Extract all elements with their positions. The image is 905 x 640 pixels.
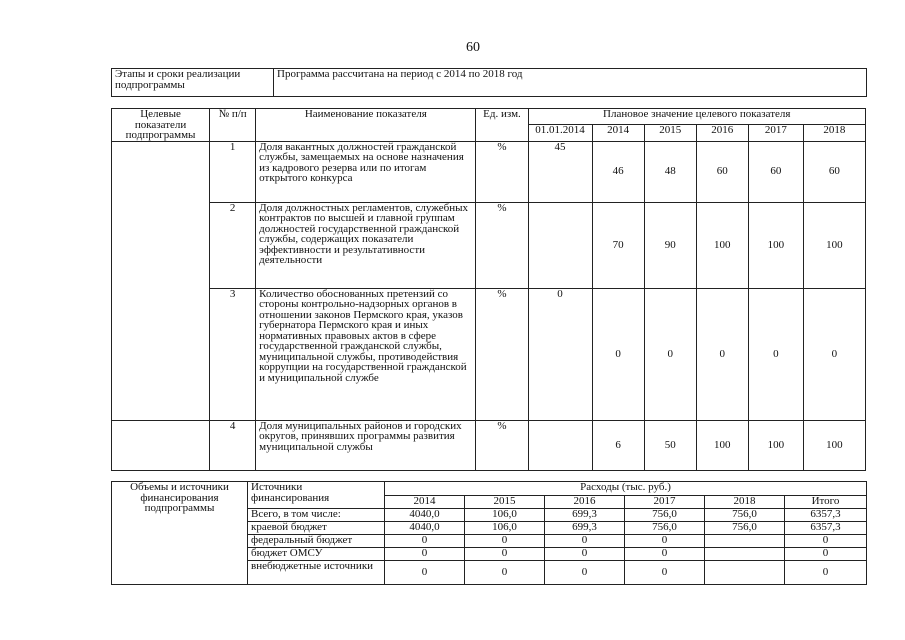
- unit-header: Ед. изм.: [476, 109, 528, 142]
- indicator-unit: %: [476, 141, 528, 202]
- year-header: 2017: [748, 125, 803, 141]
- fin-value: 106,0: [465, 509, 545, 522]
- indicator-name: Доля муниципальных районов и городских округов, принявших программы развития муниципальной службы: [256, 420, 476, 470]
- indicator-name: Доля должностных регламентов, служебных контрактов по высшей и главной группам должностей государственной гражданской службы, содержащих показатели эффективности и результативности деятельности: [256, 202, 476, 288]
- fin-value: 699,3: [545, 509, 625, 522]
- fin-value: 4040,0: [385, 522, 465, 535]
- indicator-value: 100: [696, 420, 748, 470]
- fin-value: 0: [545, 535, 625, 548]
- indicator-value: 60: [803, 141, 865, 202]
- fin-value: 0: [545, 561, 625, 585]
- financing-section-label: Объемы и источники финансирования подпрограммы: [112, 482, 248, 585]
- fin-year-header: 2018: [705, 496, 785, 509]
- indicator-value: 0: [696, 288, 748, 420]
- year-header: 2016: [696, 125, 748, 141]
- indicator-unit: %: [476, 288, 528, 420]
- indicator-value: 60: [748, 141, 803, 202]
- indicator-value: 48: [644, 141, 696, 202]
- section-blank: [112, 141, 210, 420]
- fin-value: 0: [785, 561, 867, 585]
- fin-value: 0: [385, 561, 465, 585]
- table-row: [112, 288, 866, 420]
- indicator-value: 60: [696, 141, 748, 202]
- indicator-value: 100: [748, 420, 803, 470]
- fin-value: 756,0: [625, 509, 705, 522]
- fin-year-header: 2016: [545, 496, 625, 509]
- indicator-value: 90: [644, 202, 696, 288]
- fin-year-header: 2014: [385, 496, 465, 509]
- indicator-value: 0: [748, 288, 803, 420]
- fin-value: 0: [785, 535, 867, 548]
- fin-value: 106,0: [465, 522, 545, 535]
- stages-value: Программа рассчитана на период с 2014 по 2018 год: [274, 69, 867, 97]
- fin-value: 0: [385, 548, 465, 561]
- indicator-value: 100: [748, 202, 803, 288]
- table-row: [112, 141, 866, 202]
- indicator-value: 6: [592, 420, 644, 470]
- indicator-value: 50: [644, 420, 696, 470]
- indicator-name: Доля вакантных должностей гражданской службы, замещаемых на основе назначения из кадрового резерва или по итогам открытого конкурса: [256, 141, 476, 202]
- fin-value: 6357,3: [785, 509, 867, 522]
- indicators-table: [111, 108, 866, 471]
- indicator-base: 45: [528, 141, 592, 202]
- fin-value: 4040,0: [385, 509, 465, 522]
- fin-value: 0: [625, 535, 705, 548]
- year-header: 2015: [644, 125, 696, 141]
- row-num: 4: [210, 420, 256, 470]
- fin-value: 0: [545, 548, 625, 561]
- indicator-base: [528, 420, 592, 470]
- financing-table: [111, 481, 867, 585]
- fin-value: 6357,3: [785, 522, 867, 535]
- fin-source: федеральный бюджет: [248, 535, 385, 548]
- expenses-header: Расходы (тыс. руб.): [385, 482, 867, 496]
- fin-value: 0: [465, 548, 545, 561]
- indicator-value: 0: [803, 288, 865, 420]
- indicator-value: 100: [803, 202, 865, 288]
- fin-year-header: 2017: [625, 496, 705, 509]
- indicator-unit: %: [476, 420, 528, 470]
- fin-source: внебюджетные источники: [248, 561, 385, 585]
- fin-value: [705, 548, 785, 561]
- indicator-value: 70: [592, 202, 644, 288]
- fin-value: 0: [785, 548, 867, 561]
- indicator-value: 100: [696, 202, 748, 288]
- stages-table: [111, 68, 867, 97]
- indicator-value: 46: [592, 141, 644, 202]
- year-header: 01.01.2014: [528, 125, 592, 141]
- fin-source: краевой бюджет: [248, 522, 385, 535]
- year-header: 2014: [592, 125, 644, 141]
- planned-header: Плановое значение целевого показателя: [528, 109, 865, 125]
- indicator-base: 0: [528, 288, 592, 420]
- fin-value: 756,0: [705, 522, 785, 535]
- row-num: 1: [210, 141, 256, 202]
- indicator-unit: %: [476, 202, 528, 288]
- fin-year-header: 2015: [465, 496, 545, 509]
- table-row: [112, 420, 866, 470]
- page-number: 60: [466, 40, 480, 55]
- fin-year-header: Итого: [785, 496, 867, 509]
- indicator-value: 100: [803, 420, 865, 470]
- stages-label: Этапы и сроки реализации подпрограммы: [112, 69, 274, 97]
- fin-value: 756,0: [705, 509, 785, 522]
- fin-value: 0: [385, 535, 465, 548]
- fin-value: 699,3: [545, 522, 625, 535]
- fin-value: 0: [465, 561, 545, 585]
- table-row: [112, 202, 866, 288]
- indicator-value: 0: [644, 288, 696, 420]
- fin-value: [705, 535, 785, 548]
- fin-value: [705, 561, 785, 585]
- indicator-base: [528, 202, 592, 288]
- indicators-section-label: Целевые показатели подпрограммы: [112, 109, 210, 142]
- fin-source: Всего, в том числе:: [248, 509, 385, 522]
- year-header: 2018: [803, 125, 865, 141]
- row-num: 2: [210, 202, 256, 288]
- fin-value: 0: [625, 561, 705, 585]
- fin-value: 0: [625, 548, 705, 561]
- indicator-value: 0: [592, 288, 644, 420]
- num-header: № п/п: [210, 109, 256, 142]
- fin-value: 0: [465, 535, 545, 548]
- indicator-name: Количество обоснованных претензий со стороны контрольно-надзорных органов в отношении законов Пермского края, указов губернатора Пермского края и иных нормативных правовых актов в сфере государственной гражданской службы, муниципальной службы, противодействия коррупции на государственной гражданской и муниципальной службе: [256, 288, 476, 420]
- fin-value: 756,0: [625, 522, 705, 535]
- source-header: Источники финансирования: [248, 482, 385, 509]
- name-header: Наименование показателя: [256, 109, 476, 142]
- fin-source: бюджет ОМСУ: [248, 548, 385, 561]
- section-blank: [112, 420, 210, 470]
- row-num: 3: [210, 288, 256, 420]
